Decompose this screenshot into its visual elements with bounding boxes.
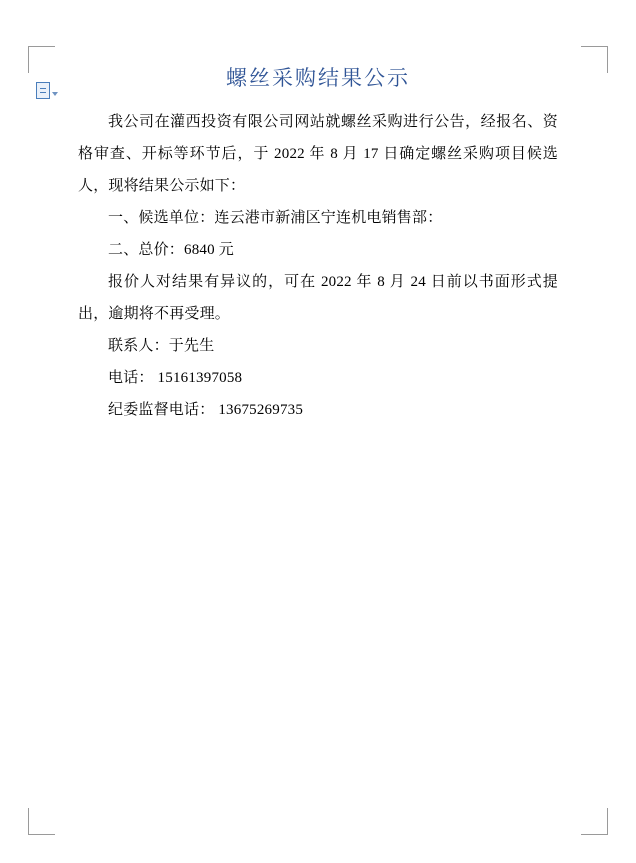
paragraph-total-price: 二、总价：6840 元 bbox=[108, 242, 234, 258]
document-body bbox=[78, 62, 558, 426]
paragraph-candidate-unit: 一、候选单位：连云港市新浦区宁连机电销售部： bbox=[108, 210, 443, 226]
crop-mark-bottom-right bbox=[581, 808, 608, 835]
paragraph-objection-notice: 报价人对结果有异议的，可在 2022 年 8 月 24 日前以书面形式提出，逾期将不再受理。 bbox=[78, 274, 558, 322]
document-object-icon[interactable] bbox=[36, 82, 50, 99]
page-title: 螺丝采购结果公示 bbox=[226, 66, 410, 90]
paragraph-phone: 电话： 15161397058 bbox=[108, 370, 243, 386]
crop-mark-bottom-left bbox=[28, 808, 55, 835]
paragraph-contact-person: 联系人：于先生 bbox=[108, 338, 215, 354]
floating-object-anchor[interactable] bbox=[36, 82, 58, 99]
crop-mark-top-left bbox=[28, 46, 55, 73]
crop-mark-top-right bbox=[581, 46, 608, 73]
paragraph-announcement: 我公司在灌西投资有限公司网站就螺丝采购进行公告，经报名、资格审查、开标等环节后，于 2022 年 8 月 17 日确定螺丝采购项目候选人，现将结果公示如下： bbox=[78, 114, 558, 194]
paragraph-supervision-phone: 纪委监督电话： 13675269735 bbox=[108, 402, 304, 418]
chevron-down-icon[interactable] bbox=[52, 92, 58, 96]
